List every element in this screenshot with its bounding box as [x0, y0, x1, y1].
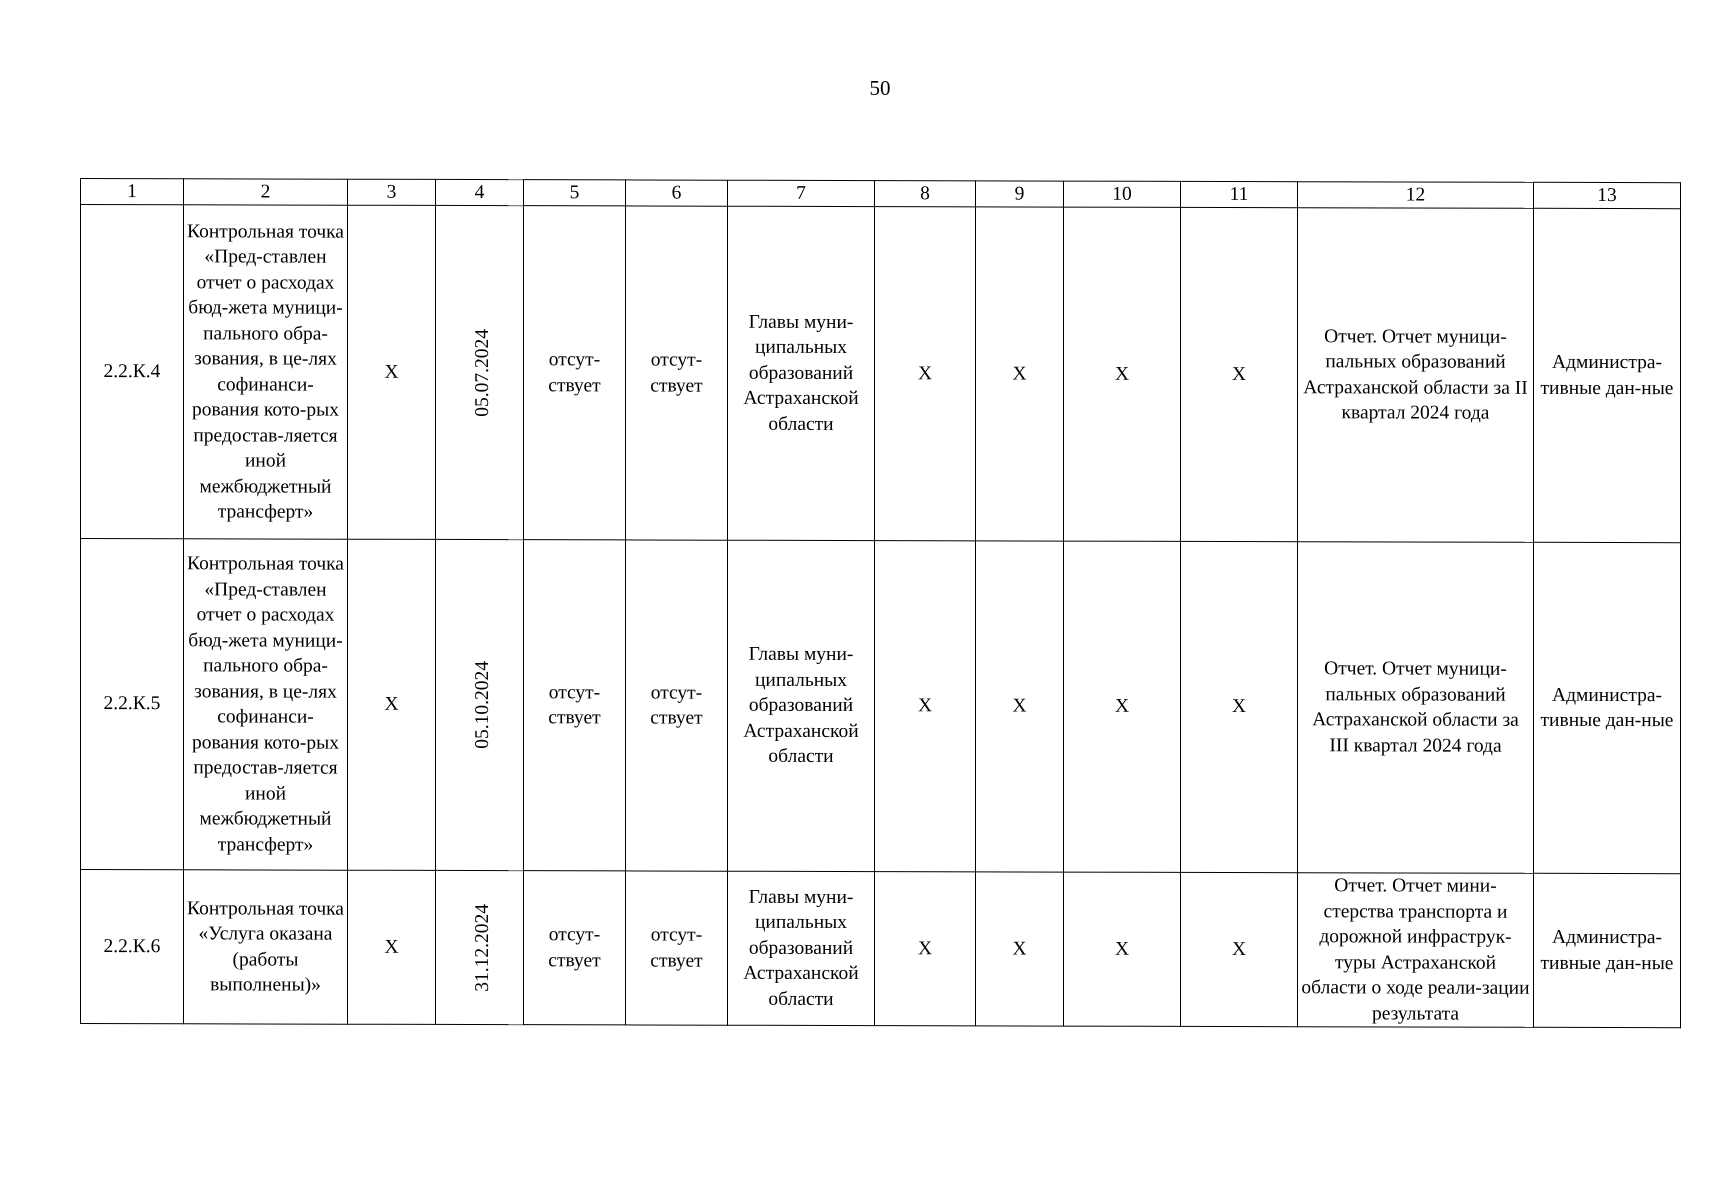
header-cell-13: 13: [1534, 182, 1681, 208]
mark-cell: X: [875, 541, 976, 872]
header-cell-6: 6: [626, 180, 728, 206]
report-cell: Отчет. Отчет муници-пальных образований Астраханской области за II квартал 2024 года: [1298, 208, 1534, 543]
mark-cell: X: [875, 872, 976, 1026]
value-cell: отсут-ствует: [524, 540, 626, 871]
header-cell-7: 7: [728, 180, 875, 206]
mark-cell: X: [976, 541, 1064, 872]
header-cell-3: 3: [348, 179, 436, 205]
report-cell: Отчет. Отчет муници-пальных образований Астраханской области за III квартал 2024 года: [1298, 542, 1534, 874]
data-table: [80, 178, 1681, 1028]
responsible-cell: Главы муни-ципальных образований Астраханской области: [728, 540, 875, 871]
date-cell: [436, 205, 524, 539]
responsible-cell: Главы муни-ципальных образований Астраханской области: [728, 206, 875, 540]
date-text: 05.10.2024: [472, 661, 494, 749]
report-cell: Отчет. Отчет мини-стерства транспорта и дорожной инфраструк-туры Астраханской области о ходе реали-зации результата: [1298, 873, 1534, 1028]
header-cell-8: 8: [875, 181, 976, 207]
mark-cell: X: [1064, 207, 1181, 541]
mark-cell: X: [348, 539, 436, 870]
responsible-cell: Главы муни-ципальных образований Астраханской области: [728, 871, 875, 1025]
table-row: [81, 539, 1681, 874]
header-cell-4: 4: [436, 179, 524, 205]
mark-cell: X: [1181, 541, 1298, 872]
value-cell: отсут-ствует: [626, 871, 728, 1025]
mark-cell: X: [348, 205, 436, 539]
value-cell: отсут-ствует: [524, 871, 626, 1025]
row-code-cell: 2.2.К.4: [81, 205, 184, 539]
mark-cell: X: [1064, 872, 1181, 1026]
date-cell: [436, 870, 524, 1024]
header-cell-9: 9: [976, 181, 1064, 207]
header-cell-1: 1: [81, 179, 184, 205]
mark-cell: X: [875, 207, 976, 541]
row-code-cell: 2.2.К.6: [81, 870, 184, 1024]
mark-cell: X: [1064, 541, 1181, 872]
control-point-cell: Контрольная точка «Услуга оказана (работы выполнены)»: [184, 870, 348, 1024]
mark-cell: X: [976, 207, 1064, 541]
data-source-cell: Администра-тивные дан-ные: [1534, 873, 1681, 1027]
header-cell-12: 12: [1298, 182, 1534, 209]
data-source-cell: Администра-тивные дан-ные: [1534, 208, 1681, 542]
value-cell: отсут-ствует: [626, 540, 728, 871]
mark-cell: X: [348, 870, 436, 1024]
header-cell-2: 2: [184, 179, 348, 205]
date-cell: [436, 539, 524, 870]
page-number: 50: [869, 76, 891, 100]
mark-cell: X: [1181, 872, 1298, 1026]
control-point-cell: Контрольная точка «Пред-ставлен отчет о расходах бюд-жета муници-пального обра-зования, в це-лях софинанси-рования кото-рых предостав-ляется иной межбюджетный трансферт»: [184, 205, 348, 539]
table-row: [81, 870, 1681, 1028]
table-row: [81, 205, 1681, 543]
header-cell-5: 5: [524, 180, 626, 206]
value-cell: отсут-ствует: [626, 206, 728, 540]
mark-cell: X: [1181, 207, 1298, 541]
mark-cell: X: [976, 872, 1064, 1026]
header-cell-10: 10: [1064, 181, 1181, 207]
control-point-cell: Контрольная точка «Пред-ставлен отчет о расходах бюд-жета муници-пального обра-зования, в це-лях софинанси-рования кото-рых предостав-ляется иной межбюджетный трансферт»: [184, 539, 348, 870]
header-cell-11: 11: [1181, 181, 1298, 207]
data-source-cell: Администра-тивные дан-ные: [1534, 542, 1681, 873]
date-text: 31.12.2024: [472, 903, 494, 992]
value-cell: отсут-ствует: [524, 206, 626, 540]
date-text: 05.07.2024: [472, 328, 494, 417]
row-code-cell: 2.2.К.5: [81, 539, 184, 870]
